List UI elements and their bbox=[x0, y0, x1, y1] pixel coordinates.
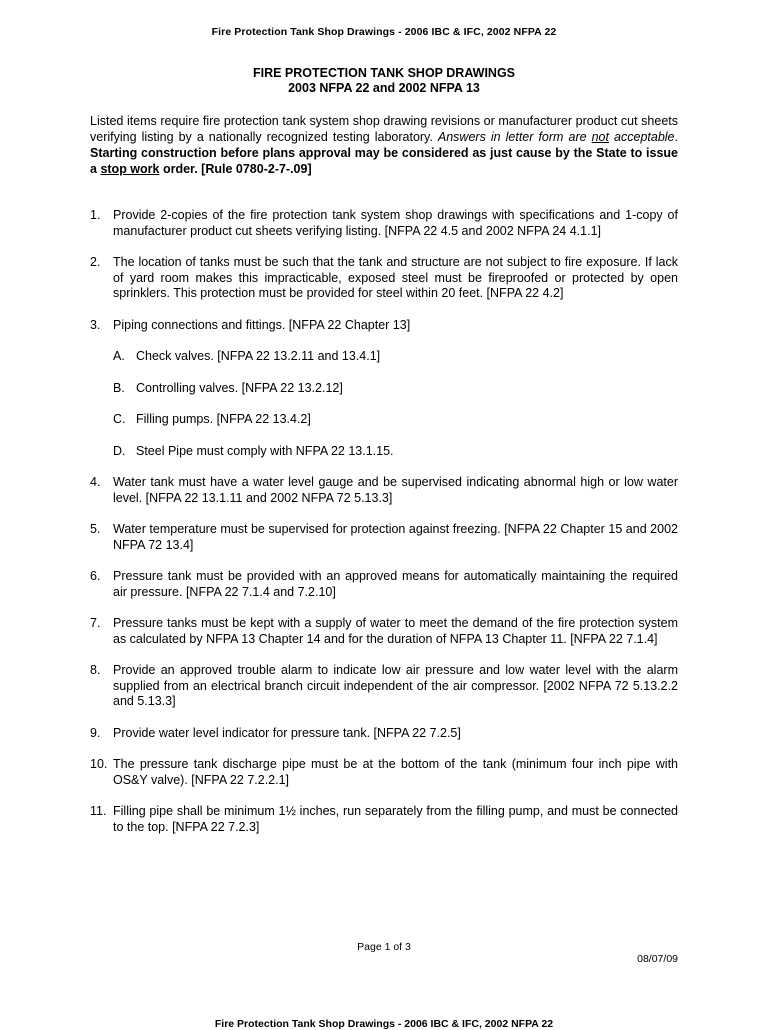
intro-italic-2: acceptable bbox=[609, 130, 675, 144]
intro-italic-1: Answers in letter form are bbox=[437, 130, 592, 144]
item-text: The location of tanks must be such that the tank and structure are not subject to fire exposure. If lack of yard room makes this impracticable, exposed steel must be fireproofed or protected by open sprinklers. This protection must be provided for steel within 20 feet. [NFPA 22 4.2] bbox=[113, 255, 678, 300]
sub-list-item bbox=[113, 444, 678, 460]
item-text: Provide an approved trouble alarm to indicate low air pressure and low water level with the alarm supplied from an electrical branch circuit independent of the air compressor. [2002 NFPA 72 5.13.2.2 and 5.13.3] bbox=[113, 663, 678, 708]
list-item bbox=[90, 475, 678, 506]
item-number: 6. bbox=[90, 569, 101, 583]
subitem-text: Steel Pipe must comply with NFPA 22 13.1.15. bbox=[136, 443, 394, 458]
item-text: Water temperature must be supervised for protection against freezing. [NFPA 22 Chapter 15 and 2002 NFPA 72 13.4] bbox=[113, 522, 678, 552]
item-number: 8. bbox=[90, 663, 101, 677]
page-number: Page 1 of 3 bbox=[357, 941, 411, 953]
list-item bbox=[90, 318, 678, 334]
intro-period: . bbox=[674, 130, 678, 144]
item-text: Filling pipe shall be minimum 1½ inches, run separately from the filling pump, and must be connected to the top. [NFPA 22 7.2.3] bbox=[113, 804, 678, 834]
intro-bold-1: Starting construction before plans approval may be considered as just cause by the State to issue a bbox=[90, 146, 678, 176]
sub-list-item bbox=[113, 381, 678, 397]
sub-list-item bbox=[113, 412, 678, 428]
list-item bbox=[90, 804, 678, 835]
requirements-list bbox=[90, 208, 678, 835]
subitem-letter: A. bbox=[113, 349, 125, 363]
item-number: 11. bbox=[90, 804, 107, 818]
subitem-letter: B. bbox=[113, 380, 125, 395]
intro-italic-underlined: not bbox=[591, 130, 609, 144]
list-item bbox=[90, 663, 678, 710]
title-line-1: FIRE PROTECTION TANK SHOP DRAWINGS bbox=[252, 66, 516, 80]
item-text: Piping connections and fittings. [NFPA 22 Chapter 13] bbox=[113, 317, 411, 332]
subitem-letter: D. bbox=[113, 443, 126, 458]
title-line-2: 2003 NFPA 22 and 2002 NFPA 13 bbox=[288, 81, 480, 95]
item-number: 4. bbox=[90, 475, 101, 489]
intro-bold-2: order. [Rule 0780-2-7-.09] bbox=[159, 162, 312, 176]
list-item bbox=[90, 757, 678, 788]
item-number: 10. bbox=[90, 757, 108, 771]
list-item bbox=[90, 208, 678, 239]
list-item bbox=[90, 616, 678, 647]
list-item bbox=[90, 522, 678, 553]
item-text: Provide water level indicator for pressure tank. [NFPA 22 7.2.5] bbox=[113, 725, 461, 740]
subitem-text: Controlling valves. [NFPA 22 13.2.12] bbox=[136, 380, 343, 395]
item-text: Pressure tanks must be kept with a supply of water to meet the demand of the fire protection system as calculated by NFPA 13 Chapter 14 and for the duration of NFPA 13 Chapter 11. [NFPA 22 7.1.4] bbox=[113, 616, 678, 646]
item-number: 3. bbox=[90, 317, 101, 332]
document-title bbox=[0, 66, 768, 96]
sub-list-item bbox=[113, 349, 678, 365]
subitem-text: Check valves. [NFPA 22 13.2.11 and 13.4.1] bbox=[136, 349, 381, 363]
item-number: 7. bbox=[90, 616, 101, 630]
item-text: Water tank must have a water level gauge and be supervised indicating abnormal high or low water level. [NFPA 22 13.1.11 and 2002 NFPA 72 5.13.3] bbox=[113, 475, 678, 505]
subitem-text: Filling pumps. [NFPA 22 13.4.2] bbox=[136, 412, 311, 426]
item-text: Pressure tank must be provided with an approved means for automatically maintaining the required air pressure. [NFPA 22 7.1.4 and 7.2.10] bbox=[113, 569, 678, 599]
item-text: Provide 2-copies of the fire protection tank system shop drawings with specifications and 1-copy of manufacturer product cut sheets verifying listing. [NFPA 22 4.5 and 2002 NFPA 24 4.1.1] bbox=[113, 208, 678, 238]
subitem-letter: C. bbox=[113, 412, 126, 426]
list-item bbox=[90, 726, 678, 742]
item-text: The pressure tank discharge pipe must be at the bottom of the tank (minimum four inch pipe with OS&Y valve). [NFPA 22 7.2.2.1] bbox=[113, 757, 678, 787]
item-number: 9. bbox=[90, 725, 101, 740]
intro-paragraph bbox=[90, 113, 678, 177]
item-number: 2. bbox=[90, 255, 101, 269]
intro-text: Listed items require fire protection tank system shop drawing revisions or manufacturer product cut sheets verifying listing by a nationally recognized testing laboratory. bbox=[90, 114, 678, 144]
item-number: 5. bbox=[90, 522, 101, 536]
next-page-header: Fire Protection Tank Shop Drawings - 2006 IBC & IFC, 2002 NFPA 22 bbox=[214, 1018, 554, 1030]
list-item bbox=[90, 255, 678, 302]
running-header: Fire Protection Tank Shop Drawings - 2006 IBC & IFC, 2002 NFPA 22 bbox=[211, 26, 557, 38]
item-number: 1. bbox=[90, 208, 101, 222]
footer-date: 08/07/09 bbox=[637, 953, 678, 965]
intro-bold-underlined: stop work bbox=[100, 162, 160, 176]
list-item bbox=[90, 569, 678, 600]
